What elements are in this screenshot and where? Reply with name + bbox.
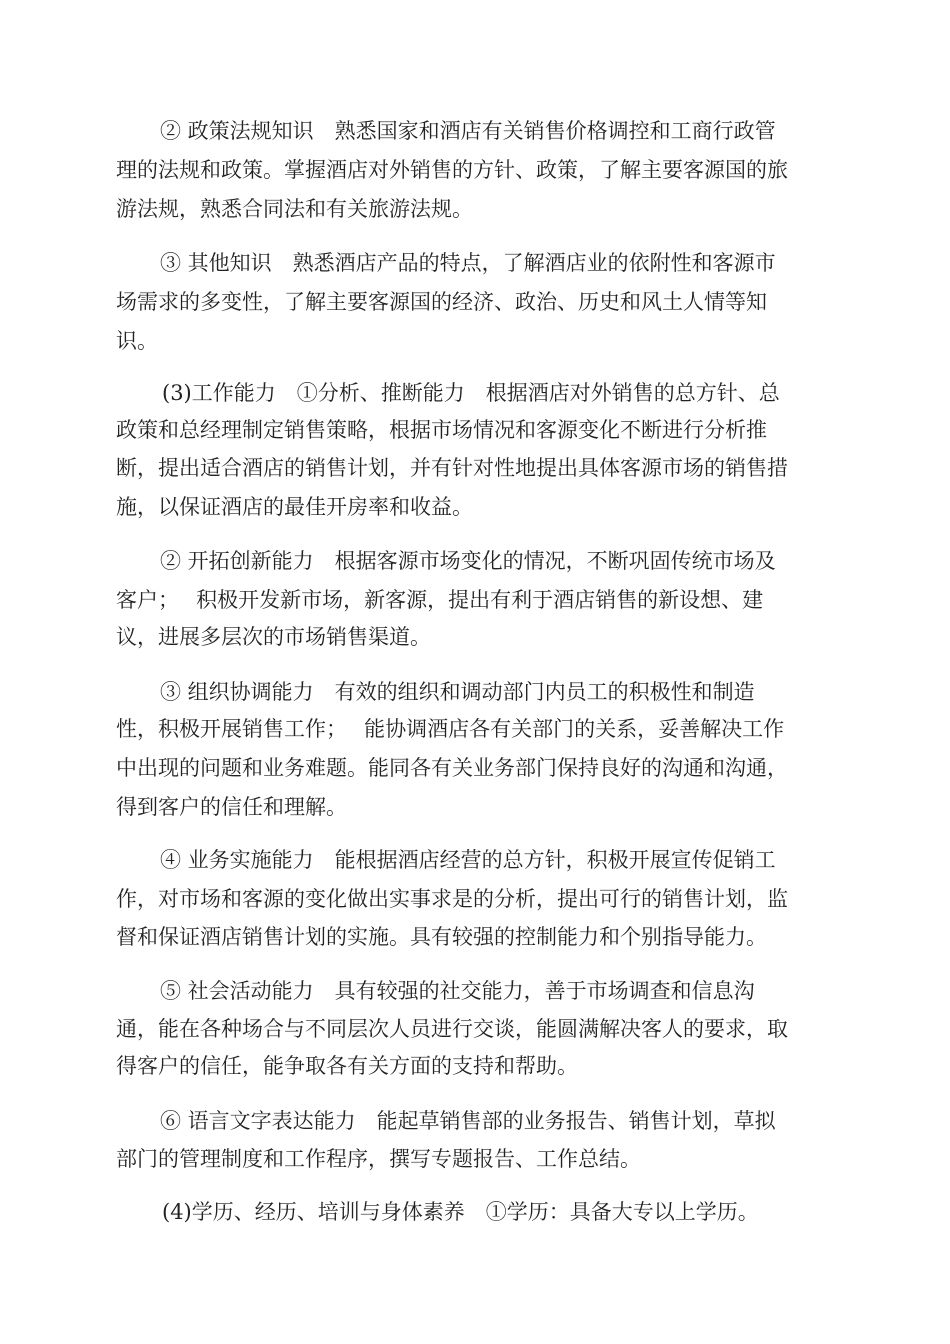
text-line: ⑤ 社会活动能力 具有较强的社交能力，善于市场调查和信息沟	[160, 979, 755, 1003]
text-line: ③ 其他知识 熟悉酒店产品的特点，了解酒店业的依附性和客源市	[160, 251, 776, 275]
text-line: 作，对市场和客源的变化做出实事求是的分析，提出可行的销售计划，监	[116, 887, 788, 911]
text-line: 性，积极开展销售工作； 能协调酒店各有关部门的关系，妥善解决工作	[116, 717, 785, 741]
text-line: ④ 业务实施能力 能根据酒店经营的总方针，积极开展宣传促销工	[160, 848, 776, 872]
text-line: 客户； 积极开发新市场，新客源，提出有利于酒店销售的新设想、建	[116, 588, 764, 612]
text-line: (4)学历、经历、培训与身体素养 ①学历：具备大专以上学历。	[162, 1200, 759, 1224]
text-line: 中出现的问题和业务难题。能同各有关业务部门保持良好的沟通和沟通，	[116, 756, 788, 780]
text-line: 议，进展多层次的市场销售渠道。	[116, 625, 431, 649]
text-line: 场需求的多变性，了解主要客源国的经济、政治、历史和风土人情等知	[116, 290, 767, 314]
text-line: 识。	[116, 329, 158, 353]
text-line: ② 开拓创新能力 根据客源市场变化的情况，不断巩固传统市场及	[160, 549, 776, 573]
text-line: ⑥ 语言文字表达能力 能起草销售部的业务报告、销售计划，草拟	[160, 1109, 776, 1133]
text-line: 部门的管理制度和工作程序，撰写专题报告、工作总结。	[116, 1147, 641, 1171]
text-line: 政策和总经理制定销售策略，根据市场情况和客源变化不断进行分析推	[116, 418, 767, 442]
text-line: ③ 组织协调能力 有效的组织和调动部门内员工的积极性和制造	[160, 680, 755, 704]
text-line: 断，提出适合酒店的销售计划，并有针对性地提出具体客源市场的销售措	[116, 456, 788, 480]
text-line: 得到客户的信任和理解。	[116, 795, 347, 819]
text-line: 得客户的信任，能争取各有关方面的支持和帮助。	[116, 1054, 578, 1078]
text-line: 通，能在各种场合与不同层次人员进行交谈，能圆满解决客人的要求，取	[116, 1017, 788, 1041]
text-line: 督和保证酒店销售计划的实施。具有较强的控制能力和个别指导能力。	[116, 925, 767, 949]
text-line: 理的法规和政策。掌握酒店对外销售的方针、政策，了解主要客源国的旅	[116, 158, 788, 182]
text-line: 游法规，熟悉合同法和有关旅游法规。	[116, 197, 473, 221]
text-line: 施，以保证酒店的最佳开房率和收益。	[116, 495, 473, 519]
text-line: ② 政策法规知识 熟悉国家和酒店有关销售价格调控和工商行政管	[160, 119, 776, 143]
text-line: (3)工作能力 ①分析、推断能力 根据酒店对外销售的总方针、总	[162, 381, 780, 405]
